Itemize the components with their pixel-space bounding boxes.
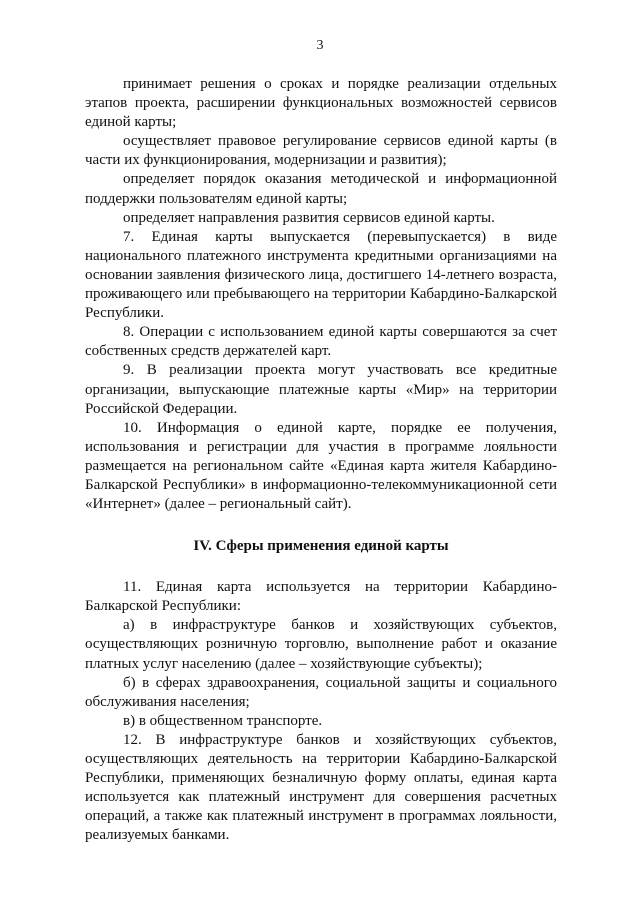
paragraph-item-9: 9. В реализации проекта могут участвовать все кредитные организации, выпускающие платежные карты «Мир» на территории Российской Федерации. — [85, 362, 557, 417]
paragraph-item-12: 12. В инфраструктуре банков и хозяйствующих субъектов, осуществляющих деятельность на территории Кабардино-Балкарской Республики, применяющих безналичную форму оплаты, единая карта используется как платежный инструмент для совершения расчетных операций, а также как платежный инструмент в программах лояльности, реализуемых банками. — [85, 731, 557, 844]
paragraph-support: определяет порядок оказания методической и информационной поддержки пользователям единой карты; — [85, 171, 557, 207]
paragraph-item-8: 8. Операции с использованием единой карты совершаются за счет собственных средств держателей карт. — [85, 324, 557, 360]
document-body — [85, 75, 557, 845]
paragraph-item-11-v: в) в общественном транспорте. — [123, 712, 323, 729]
paragraph-regulation: осуществляет правовое регулирование сервисов единой карты (в части их функционирования, модернизации и развития); — [85, 133, 557, 169]
paragraph-item-7: 7. Единая карты выпускается (перевыпускается) в виде национального платежного инструмента кредитными организациями на основании заявления физического лица, достигшего 14-летнего возраста, проживающего или пребывающего на территории Кабардино-Балкарской Республики. — [85, 228, 557, 322]
paragraph-item-11-a: а) в инфраструктуре банков и хозяйствующих субъектов, осуществляющих розничную торговлю, выполнение работ и оказание платных услуг населению (далее – хозяйствующие субъекты); — [85, 617, 557, 672]
paragraph-item-11-b: б) в сферах здравоохранения, социальной защиты и социального обслуживания населения; — [85, 674, 557, 710]
paragraph-item-10: 10. Информация о единой карте, порядке ее получения, использования и регистрации для участия в программе лояльности размещается на региональном сайте «Единая карта жителя Кабардино-Балкарской Республики» в информационно-телекоммуникационной сети «Интернет» (далее – региональный сайт). — [85, 419, 557, 513]
paragraph-decisions: принимает решения о сроках и порядке реализации отдельных этапов проекта, расширении функциональных возможностей сервисов единой карты; — [85, 76, 557, 131]
paragraph-item-11: 11. Единая карта используется на территории Кабардино-Балкарской Республики: — [85, 579, 557, 615]
page-number: 3 — [316, 38, 324, 53]
paragraph-directions: определяет направления развития сервисов единой карты. — [123, 209, 495, 226]
section-heading: IV. Сферы применения единой карты — [193, 538, 449, 555]
